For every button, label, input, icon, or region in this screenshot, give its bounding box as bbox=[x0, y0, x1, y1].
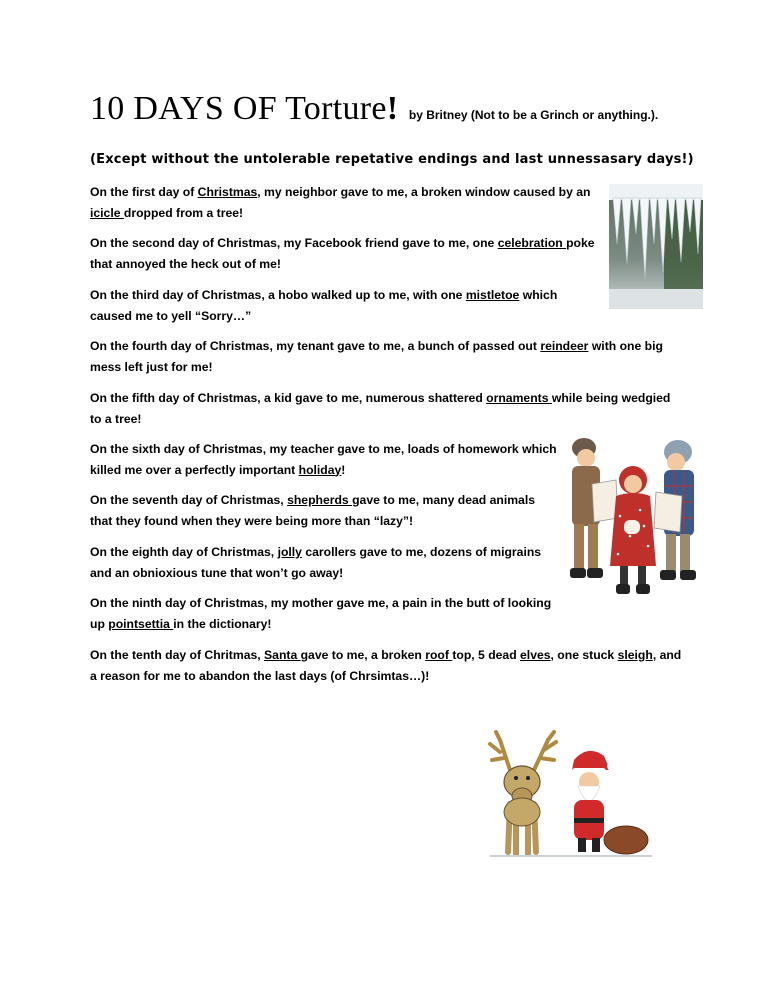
verse-text: with one big bbox=[588, 339, 663, 353]
verse-text: up bbox=[90, 616, 109, 631]
underlined-word: holiday bbox=[298, 462, 342, 477]
verse-text: top, 5 dead bbox=[452, 648, 521, 662]
verse-text: On the eighth day of Christmas, bbox=[90, 545, 278, 559]
verse-text: gave to me, a broken bbox=[300, 648, 426, 662]
verse-text: caused me to yell “Sorry…” bbox=[90, 308, 252, 323]
verse-text: killed me over a perfectly important bbox=[90, 462, 299, 477]
verse-6 bbox=[90, 439, 557, 480]
verse-8 bbox=[90, 542, 541, 583]
title-row bbox=[90, 90, 658, 128]
verse-text: On the fourth day of Christmas, my tenant gave to me, a bunch of passed out bbox=[90, 339, 541, 353]
verse-text: which bbox=[519, 288, 558, 302]
verse-5 bbox=[90, 388, 670, 429]
underlined-word: celebration bbox=[497, 236, 567, 250]
verse-text: poke bbox=[566, 236, 595, 250]
verse-text: a reason for me to abandon the last days (of Chrsimtas…)! bbox=[90, 668, 430, 683]
byline: by Britney (Not to be a Grinch or anything.). bbox=[408, 108, 659, 122]
verse-text: carollers gave to me, dozens of migrains bbox=[301, 545, 542, 559]
verse-7 bbox=[90, 490, 535, 531]
reindeer-santa-image bbox=[482, 730, 660, 862]
verse-10 bbox=[90, 645, 681, 686]
icicles-image bbox=[609, 184, 703, 309]
verse-text: in the dictionary! bbox=[173, 616, 272, 631]
underlined-word: mistletoe bbox=[465, 288, 520, 302]
verse-text: On the third day of Christmas, a hobo walked up to me, with one bbox=[90, 288, 466, 302]
verse-text: On the tenth day of Chritmas, bbox=[90, 648, 265, 662]
verse-text: On the ninth day of Christmas, my mother gave me, a pain in the butt of looking bbox=[90, 596, 552, 610]
underlined-word: roof bbox=[425, 648, 453, 662]
underlined-word: reindeer bbox=[540, 339, 589, 353]
verse-3 bbox=[90, 285, 557, 326]
underlined-word: Christmas bbox=[197, 185, 258, 199]
carolers-image bbox=[560, 436, 705, 604]
verse-text: On the fifth day of Christmas, a kid gave to me, numerous shattered bbox=[90, 391, 487, 405]
underlined-word: elves, bbox=[520, 648, 554, 662]
underlined-word: ornaments bbox=[486, 391, 552, 405]
page-title: 10 DAYS OF Torture! bbox=[90, 90, 399, 127]
verse-text: On the first day of bbox=[90, 185, 198, 199]
verse-text: mess left just for me! bbox=[90, 359, 213, 374]
verse-4 bbox=[90, 336, 663, 377]
underlined-word: shepherds bbox=[287, 493, 353, 507]
verse-text: On the seventh day of Christmas, bbox=[90, 493, 288, 507]
underlined-word: jolly bbox=[277, 545, 302, 559]
verse-2 bbox=[90, 233, 595, 274]
verse-text: that they found when they were being more than “lazy”! bbox=[90, 513, 414, 528]
underlined-word: sleigh bbox=[617, 648, 653, 662]
verse-text: to a tree! bbox=[90, 411, 142, 426]
verse-text: , my neighbor gave to me, a broken window caused by an bbox=[257, 185, 591, 199]
underlined-word: pointsettia bbox=[108, 616, 174, 631]
verse-text: gave to me, many dead animals bbox=[352, 493, 535, 507]
verse-9 bbox=[90, 593, 551, 634]
subtitle: (Except without the untolerable repetative endings and last unnessasary days!) bbox=[90, 152, 694, 167]
underlined-word: icicle bbox=[90, 205, 124, 220]
verse-text: ! bbox=[341, 462, 346, 477]
verse-text: while being wedgied bbox=[551, 391, 671, 405]
verse-text: dropped from a tree! bbox=[123, 205, 244, 220]
verse-1 bbox=[90, 182, 590, 223]
verse-text: , and bbox=[652, 648, 682, 662]
verse-text: On the second day of Christmas, my Facebook friend gave to me, one bbox=[90, 236, 498, 250]
verse-text: that annoyed the heck out of me! bbox=[90, 256, 281, 271]
underlined-word: Santa bbox=[264, 648, 301, 662]
verse-text: and an obnioxious tune that won’t go away! bbox=[90, 565, 344, 580]
verse-text: one stuck bbox=[553, 648, 618, 662]
verse-text: On the sixth day of Christmas, my teacher gave to me, loads of homework which bbox=[90, 442, 557, 456]
